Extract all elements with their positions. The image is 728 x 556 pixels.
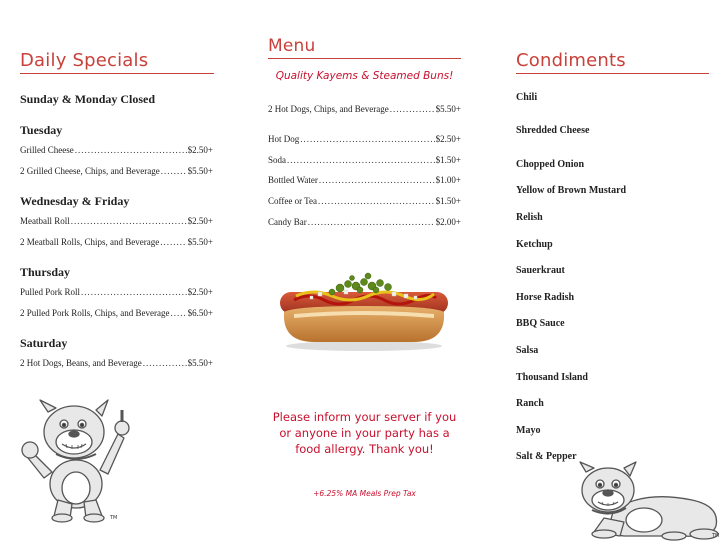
menu-item: Bottled Water ..... $1.00+ — [268, 175, 461, 185]
trademark-mark-right: TM — [712, 533, 720, 539]
condiment-item: BBQ Sauce — [516, 318, 565, 329]
condiment-item: Thousand Island — [516, 372, 588, 383]
condiment-item: Horse Radish — [516, 292, 575, 303]
day-thursday: Thursday — [20, 265, 71, 279]
condiment-item: Shredded Cheese — [516, 125, 590, 136]
condiment-item: Relish — [516, 212, 543, 223]
tax-notice: +6.25% MA Meals Prep Tax — [313, 489, 416, 498]
day-tuesday: Tuesday — [20, 123, 63, 137]
condiment-item: Ketchup — [516, 239, 553, 250]
menu-tagline: Quality Kayems & Steamed Buns! — [275, 70, 454, 82]
condiment-item: Sauerkraut — [516, 265, 565, 276]
menu-item: Hot Dog ..... $2.50+ — [268, 134, 461, 144]
special-item: Pulled Pork Roll ..... $2.50+ — [20, 287, 213, 297]
menu-title: Menu — [268, 36, 316, 56]
special-item: 2 Meatball Rolls, Chips, and Beverage ..... $5.50+ — [20, 237, 213, 247]
day-saturday: Saturday — [20, 336, 68, 350]
menu-rule — [268, 58, 461, 59]
special-item: 2 Pulled Pork Rolls, Chips, and Beverage ..... $6.50+ — [20, 308, 213, 318]
condiment-item: Salsa — [516, 345, 539, 356]
condiments-title: Condiments — [516, 50, 626, 71]
menu-item: Candy Bar ..... $2.00+ — [268, 217, 461, 227]
condiment-item: Ranch — [516, 398, 544, 409]
special-item: Grilled Cheese ..... $2.50+ — [20, 145, 213, 155]
condiment-item: Chopped Onion — [516, 159, 585, 170]
day-wednesday-friday: Wednesday & Friday — [20, 194, 130, 208]
special-item: 2 Hot Dogs, Beans, and Beverage ..... $5.50+ — [20, 358, 213, 368]
condiments-rule — [516, 73, 709, 74]
menu-item: Coffee or Tea ..... $1.50+ — [268, 196, 461, 206]
bulldog-mascot-reclining — [574, 460, 724, 542]
daily-specials-rule — [20, 73, 214, 74]
condiment-item: Chili — [516, 92, 538, 103]
allergy-notice: Please inform your server if you or anyone in your party has a food allergy. Thank you! — [272, 410, 457, 456]
condiment-item: Salt & Pepper — [516, 451, 577, 462]
trademark-mark-left: TM — [110, 515, 118, 521]
special-item: 2 Grilled Cheese, Chips, and Beverage ..... $5.50+ — [20, 166, 213, 176]
menu-combo-item: 2 Hot Dogs, Chips, and Beverage ..... $5.50+ — [268, 104, 461, 114]
condiment-item: Yellow of Brown Mustard — [516, 185, 627, 196]
closed-notice: Sunday & Monday Closed — [20, 92, 156, 106]
daily-specials-title: Daily Specials — [20, 50, 149, 71]
hot-dog-image — [274, 272, 454, 354]
condiment-item: Mayo — [516, 425, 541, 436]
special-item: Meatball Roll ..... $2.50+ — [20, 216, 213, 226]
menu-item: Soda ..... $1.50+ — [268, 155, 461, 165]
bulldog-mascot-standing — [18, 392, 133, 527]
